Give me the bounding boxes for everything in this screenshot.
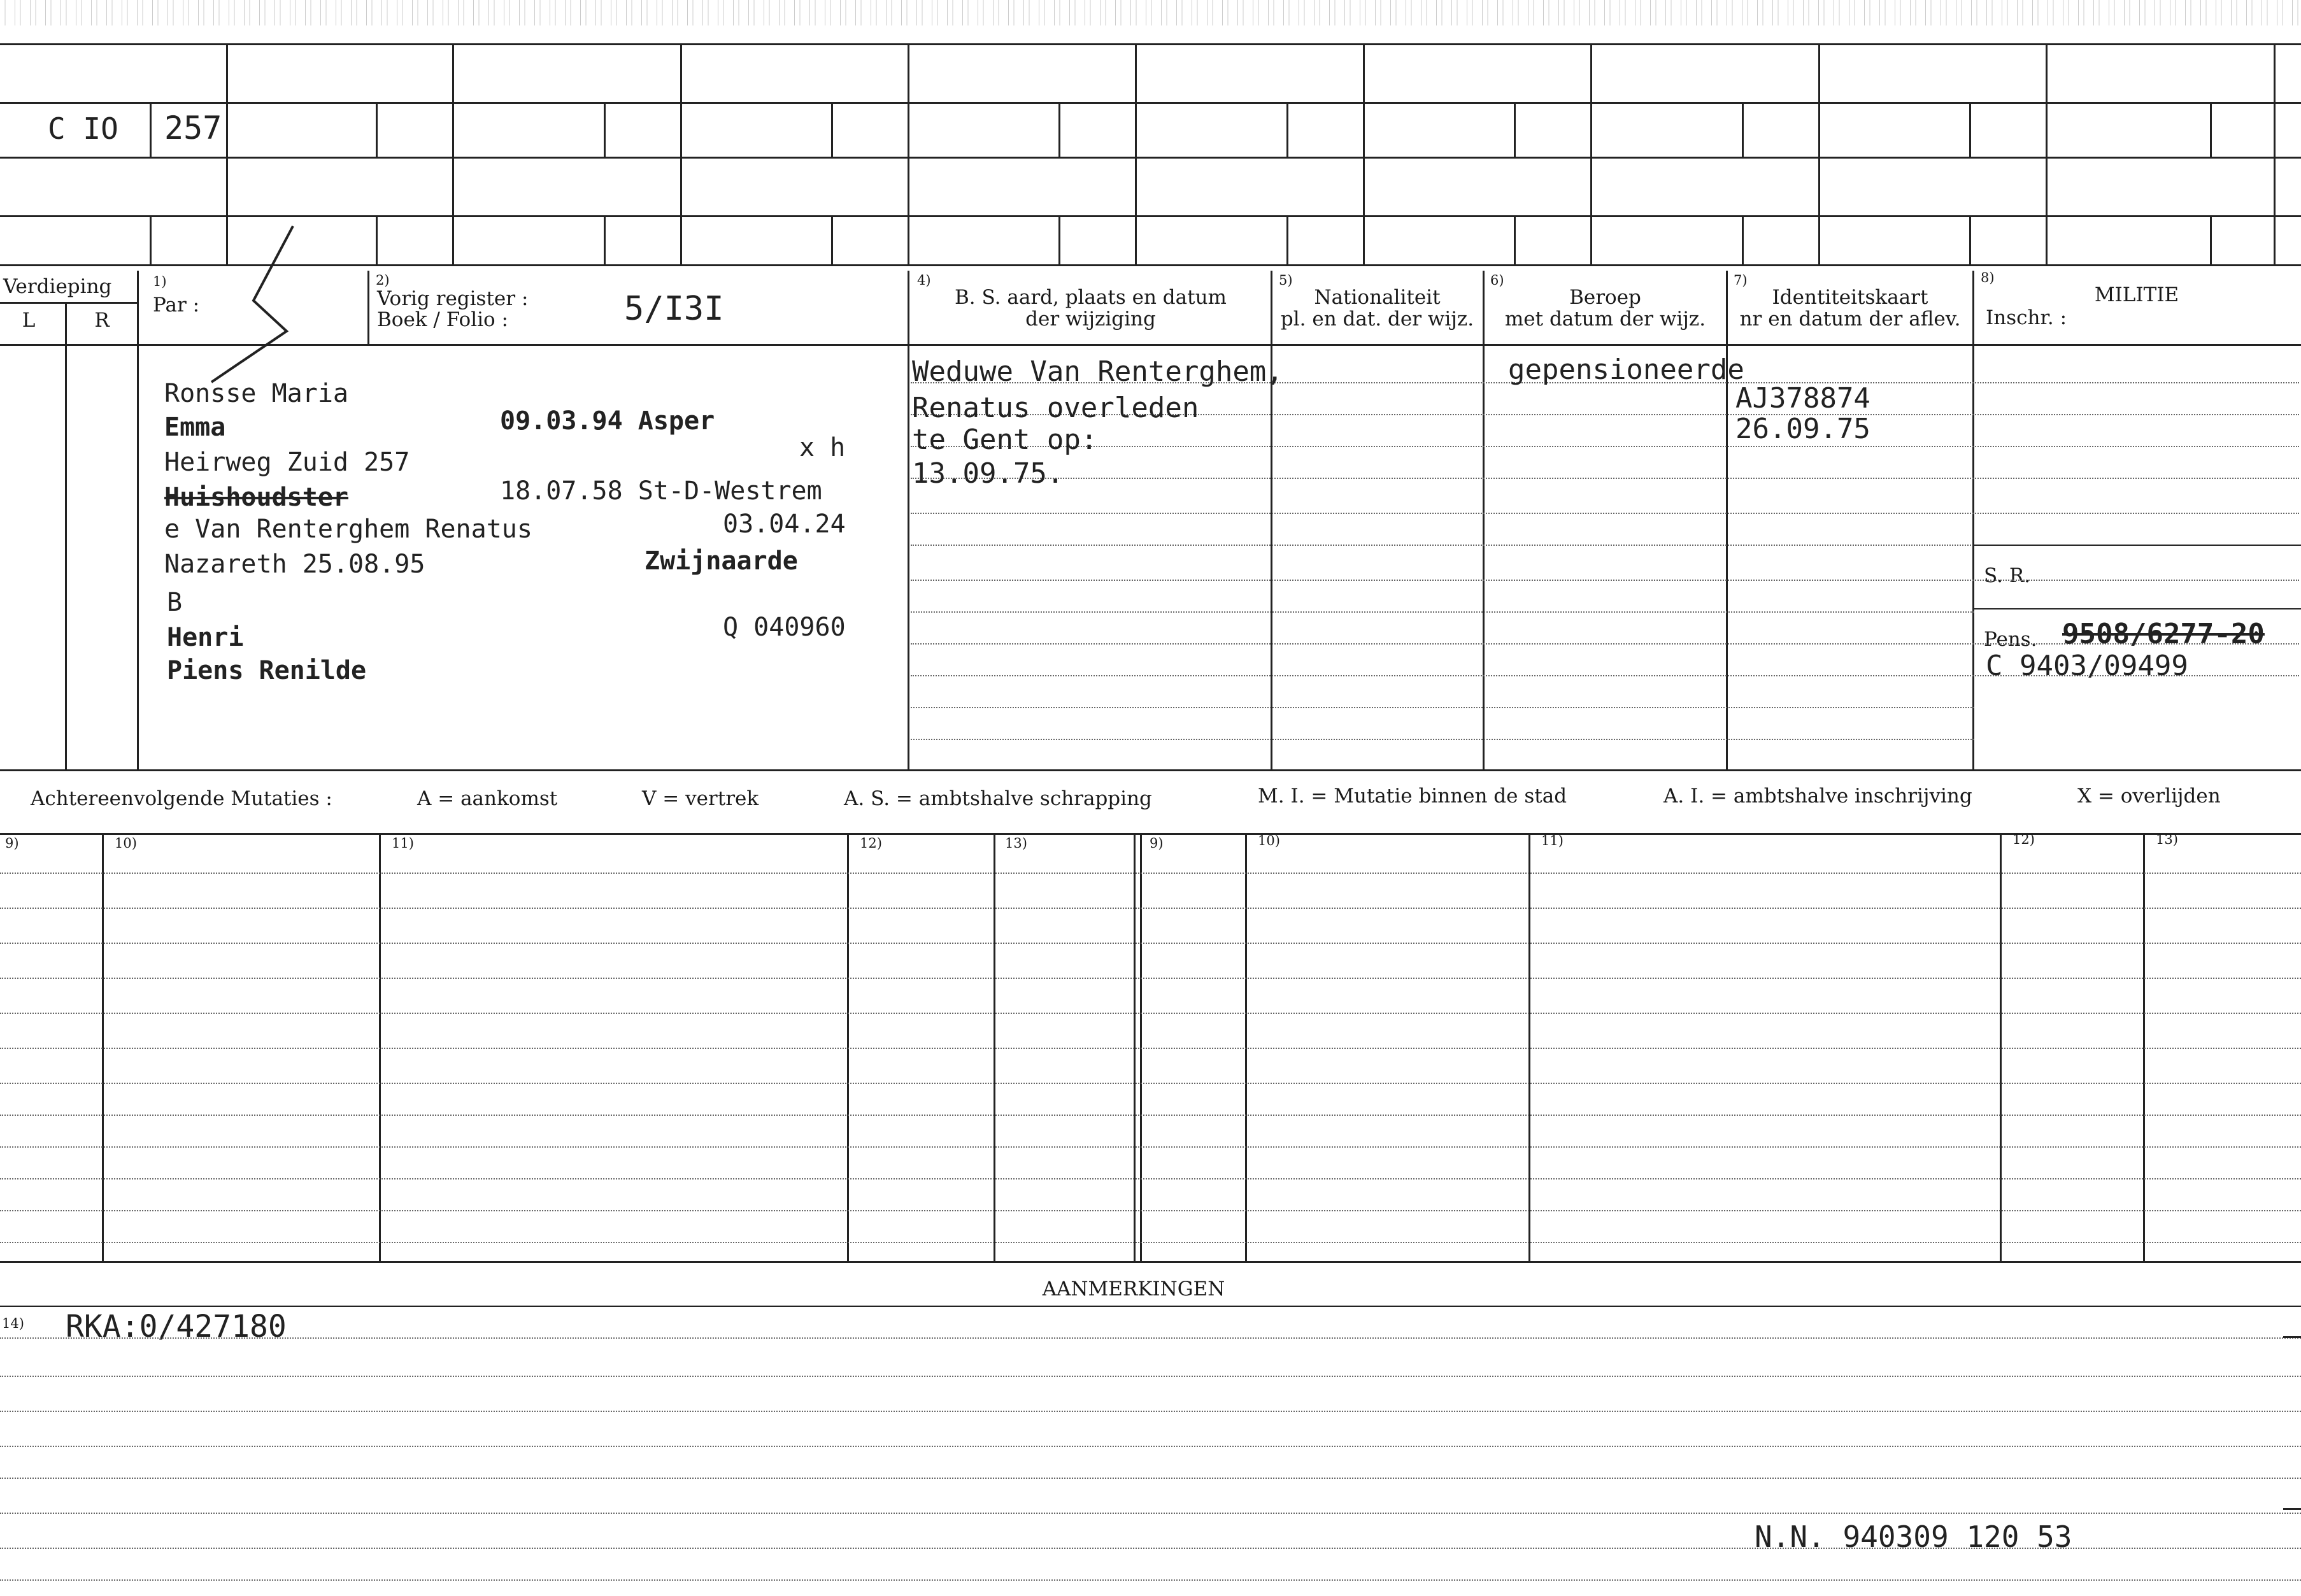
- rule: [1363, 43, 1365, 264]
- edge-tick: [2283, 1336, 2301, 1338]
- rule: [0, 215, 2301, 217]
- col-number: 7): [1734, 273, 1748, 288]
- rule: [1972, 545, 2301, 546]
- rule: [0, 1261, 2301, 1263]
- rule: [65, 302, 67, 770]
- identiteitskaart-header-1: Identiteitskaart: [1772, 286, 1928, 309]
- col-number: 12): [2012, 832, 2035, 847]
- col-number: 13): [2156, 832, 2178, 847]
- scan-noise: [0, 0, 2301, 25]
- col-number: 13): [1005, 836, 1027, 851]
- dotted-rule: [0, 1478, 2301, 1479]
- id-number: AJ378874: [1735, 382, 1870, 415]
- rule: [376, 215, 378, 264]
- rule: [1514, 102, 1516, 157]
- bs-line-2: Renatus overleden: [912, 392, 1199, 424]
- legend-mutatie: M. I. = Mutatie binnen de stad: [1258, 785, 1567, 808]
- par-label: Par :: [153, 294, 200, 317]
- rule: [2046, 43, 2048, 264]
- col-number: 9): [1150, 836, 1164, 851]
- col-number: 11): [392, 836, 414, 851]
- rule: [0, 769, 2301, 771]
- legend-overlijden: X = overlijden: [2077, 785, 2221, 808]
- bs-line-1: Weduwe Van Renterghem,: [912, 355, 1283, 388]
- rule: [376, 102, 378, 157]
- dotted-rule: [0, 1513, 2301, 1514]
- rule: [1271, 271, 1272, 771]
- rule: [1483, 271, 1485, 771]
- rule: [150, 102, 152, 157]
- rule: [1726, 271, 1728, 771]
- beroep-header-1: Beroep: [1569, 286, 1641, 309]
- rule: [0, 264, 2301, 266]
- father-name: Henri: [167, 623, 244, 652]
- house-code: C IO: [48, 111, 118, 146]
- col-number: 9): [5, 836, 19, 851]
- name-line-1: Ronsse Maria: [164, 379, 348, 408]
- name-line-2: Emma: [164, 413, 226, 442]
- rule: [680, 43, 682, 264]
- beroep-header-2: met datum der wijz.: [1504, 308, 1706, 331]
- spouse-birth: Nazareth 25.08.95: [164, 550, 425, 579]
- rule: [1972, 271, 1974, 771]
- rule: [1969, 102, 1971, 157]
- sr-label: S. R.: [1984, 564, 2031, 587]
- dotted-rule: [0, 1242, 2301, 1243]
- reference-code: Q 040960: [723, 613, 846, 642]
- rule: [0, 1306, 2301, 1307]
- col-number: 5): [1279, 273, 1293, 288]
- dotted-rule: [911, 478, 2299, 479]
- rule: [137, 271, 139, 771]
- pens-label: Pens.: [1984, 628, 2037, 651]
- rule: [1135, 43, 1137, 264]
- nationaliteit-header-2: pl. en dat. der wijz.: [1280, 308, 1474, 331]
- dotted-rule: [911, 707, 1974, 708]
- bs-header-2: der wijziging: [1025, 308, 1156, 331]
- left-header: L: [22, 309, 36, 332]
- right-header: R: [94, 309, 110, 332]
- dotted-rule: [0, 1178, 2301, 1179]
- rule: [1058, 102, 1060, 157]
- rule: [2274, 43, 2276, 264]
- col-number: 8): [1981, 270, 1995, 285]
- marriage-date: 03.04.24: [723, 509, 846, 539]
- pension-number: C 9403/09499: [1986, 650, 2188, 682]
- inschr-label: Inschr. :: [1986, 306, 2067, 329]
- nationaliteit-header-1: Nationaliteit: [1314, 286, 1441, 309]
- dotted-rule: [911, 580, 2299, 581]
- rule: [1972, 608, 2301, 609]
- rule: [452, 43, 454, 264]
- dotted-rule: [0, 873, 2301, 874]
- rule: [0, 302, 137, 304]
- rule: [1058, 215, 1060, 264]
- vorig-register-value: 5/I3I: [624, 290, 724, 328]
- bs-header-1: B. S. aard, plaats en datum: [955, 286, 1227, 309]
- rule: [2210, 102, 2212, 157]
- boek-folio-label: Boek / Folio :: [377, 308, 508, 331]
- handwritten-stroke: [204, 223, 318, 388]
- dotted-rule: [911, 611, 1974, 613]
- legend-aankomst: A = aankomst: [417, 787, 558, 810]
- dotted-rule: [0, 978, 2301, 979]
- col-number: 2): [376, 273, 390, 288]
- col-number: 10): [115, 836, 137, 851]
- bs-line-3: te Gent op:: [912, 424, 1098, 456]
- dotted-rule: [0, 1376, 2301, 1377]
- rule: [367, 271, 369, 344]
- birth-date-place: 09.03.94 Asper: [500, 406, 715, 436]
- dotted-rule: [911, 513, 2299, 514]
- rule: [0, 43, 2301, 45]
- dotted-rule: [0, 1146, 2301, 1148]
- dotted-rule: [911, 739, 1974, 740]
- edge-tick: [2283, 1508, 2301, 1510]
- legend-schrapping: A. S. = ambtshalve schrapping: [844, 787, 1152, 810]
- mother-name: Piens Renilde: [167, 656, 367, 685]
- pension-number-old: 9508/6277-20: [2062, 618, 2265, 650]
- col-number: 6): [1490, 273, 1504, 288]
- vorig-register-label: Vorig register :: [377, 287, 529, 310]
- col-number: 14): [2, 1316, 24, 1331]
- mutaties-label: Achtereenvolgende Mutaties :: [31, 787, 332, 810]
- dotted-rule: [0, 1013, 2301, 1014]
- dotted-rule: [0, 1446, 2301, 1447]
- col-number: 12): [860, 836, 882, 851]
- identiteitskaart-header-2: nr en datum der aflev.: [1739, 308, 1961, 331]
- rule: [1286, 215, 1288, 264]
- house-number: 257: [164, 110, 222, 146]
- rule: [0, 833, 2301, 835]
- dotted-rule: [0, 908, 2301, 909]
- rule: [2210, 215, 2212, 264]
- marital-mark: x h: [799, 433, 846, 462]
- rka-reference: RKA:0/427180: [66, 1309, 287, 1344]
- col-number: 4): [917, 273, 931, 288]
- name-line-7: B: [167, 588, 183, 617]
- rule: [0, 157, 2301, 159]
- spouse-line: e Van Renterghem Renatus: [164, 515, 532, 544]
- rule: [1742, 215, 1744, 264]
- legend-inschrijving: A. I. = ambtshalve inschrijving: [1663, 785, 1972, 808]
- col-number: 1): [153, 274, 167, 289]
- dotted-rule: [0, 1411, 2301, 1412]
- col-number: 11): [1541, 833, 1564, 848]
- aanmerkingen-title: AANMERKINGEN: [1042, 1278, 1225, 1300]
- dotted-rule: [0, 1083, 2301, 1084]
- rule: [604, 215, 606, 264]
- dotted-rule: [911, 446, 2299, 447]
- rule: [908, 43, 909, 264]
- rule: [150, 215, 152, 264]
- rule: [1818, 43, 1820, 264]
- address: Heirweg Zuid 257: [164, 448, 410, 477]
- place-3: Zwijnaarde: [645, 546, 798, 576]
- date-place-2: 18.07.58 St-D-Westrem: [500, 476, 822, 506]
- dotted-rule: [0, 1115, 2301, 1116]
- dotted-rule: [0, 943, 2301, 944]
- id-date: 26.09.75: [1735, 413, 1870, 445]
- rule: [1514, 215, 1516, 264]
- rule: [1969, 215, 1971, 264]
- col-number: 10): [1258, 833, 1280, 848]
- legend-vertrek: V = vertrek: [642, 787, 759, 810]
- rule: [831, 102, 833, 157]
- verdieping-header: Verdieping: [3, 275, 112, 298]
- bs-line-4: 13.09.75.: [912, 457, 1064, 490]
- rule: [1590, 43, 1592, 264]
- dotted-rule: [0, 1337, 2301, 1339]
- national-number: N.N. 940309 120 53: [1755, 1520, 2072, 1554]
- rule: [604, 102, 606, 157]
- dotted-rule: [0, 1048, 2301, 1049]
- rule: [0, 344, 2301, 346]
- occupation: Huishoudster: [164, 483, 348, 512]
- beroep-value: gepensioneerde: [1508, 353, 1744, 386]
- dotted-rule: [0, 1579, 2301, 1581]
- rule: [1742, 102, 1744, 157]
- militie-header: MILITIE: [2094, 283, 2179, 306]
- rule: [831, 215, 833, 264]
- dotted-rule: [0, 1210, 2301, 1211]
- rule: [1286, 102, 1288, 157]
- rule: [0, 102, 2301, 104]
- rule: [908, 271, 909, 771]
